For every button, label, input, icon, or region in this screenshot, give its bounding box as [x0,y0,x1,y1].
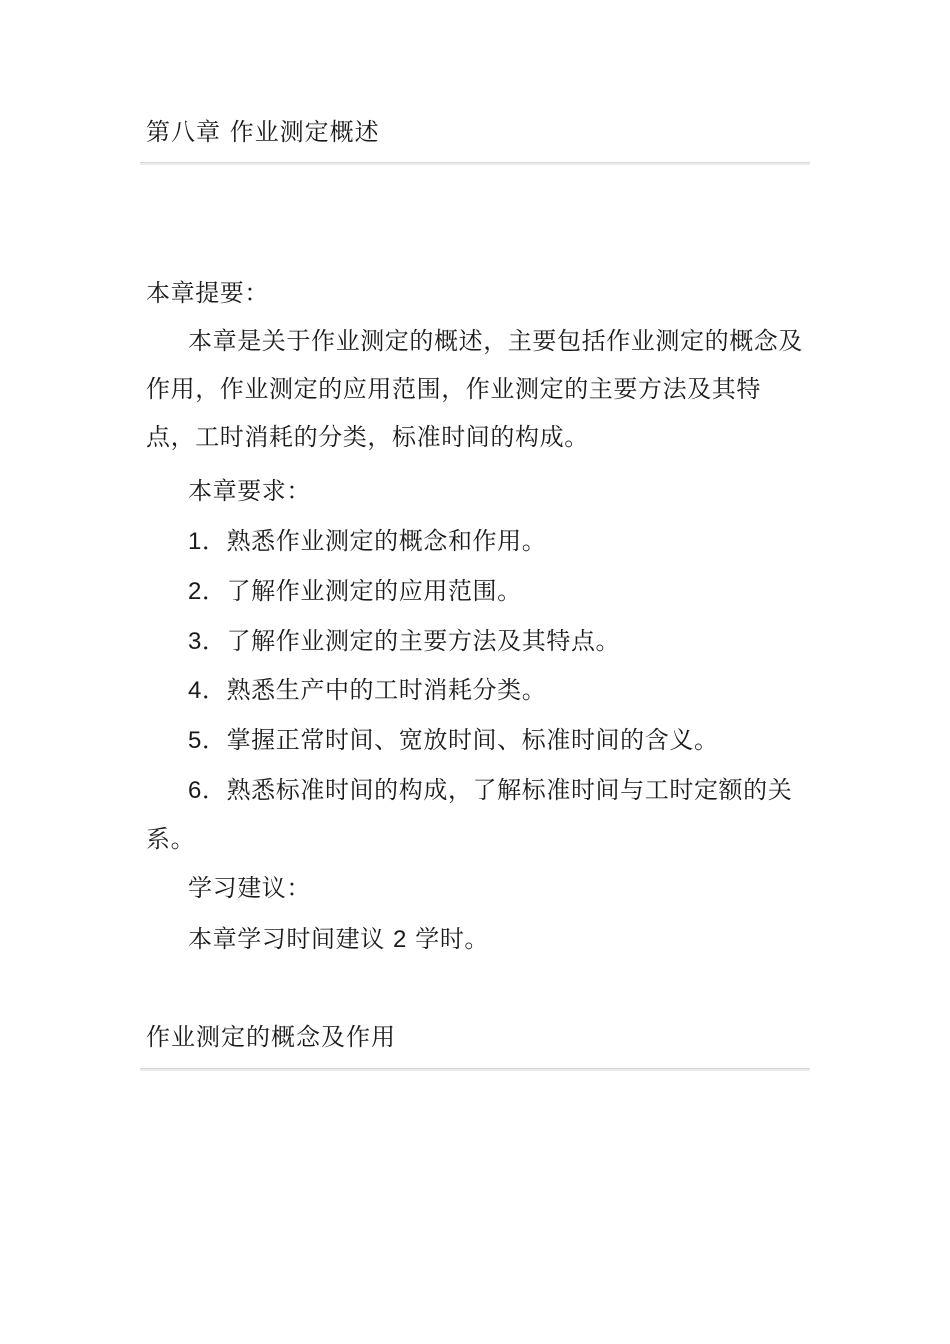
requirement-text: 了解作业测定的主要方法及其特点。 [226,627,621,655]
requirement-item-6 [146,766,810,863]
chapter-title: 第八章 作业测定概述 [146,118,380,146]
section-title: 作业测定的概念及作用 [146,1023,396,1051]
requirement-number: 3． [188,628,227,655]
requirement-text: 熟悉生产中的工时消耗分类。 [226,676,547,704]
requirement-text: 熟悉作业测定的概念和作用。 [226,527,547,555]
study-hours: 2 [393,926,407,953]
requirement-number: 5． [188,727,227,754]
requirement-item-3 [188,626,810,657]
chapter-title-divider [140,162,810,165]
requirement-number: 6． [188,777,227,804]
requirement-item-2 [188,576,810,607]
summary-paragraph: 本章是关于作业测定的概述，主要包括作业测定的概念及作用，作业测定的应用范围，作业测定的主要方法及其特点，工时消耗的分类，标准时间的构成。 [146,327,803,451]
requirement-number: 2． [188,578,227,605]
requirement-text: 掌握正常时间、宽放时间、标准时间的含义。 [226,726,719,754]
requirement-number: 4． [188,677,227,704]
study-text-after: 学时。 [406,925,490,953]
requirement-text: 了解作业测定的应用范围。 [226,577,522,605]
study-advice [188,924,810,955]
requirement-item-1 [188,526,810,557]
requirement-item-4 [188,675,810,706]
study-label: 学习建议： [188,874,311,902]
study-text-before: 本章学习时间建议 [188,925,394,953]
requirement-text: 熟悉标准时间的构成，了解标准时间与工时定额的关系。 [146,776,793,853]
requirements-label: 本章要求： [188,477,311,505]
section-title-divider [140,1068,810,1071]
requirement-number: 1． [188,528,227,555]
requirement-item-5 [188,725,810,756]
summary-label: 本章提要： [146,279,269,307]
